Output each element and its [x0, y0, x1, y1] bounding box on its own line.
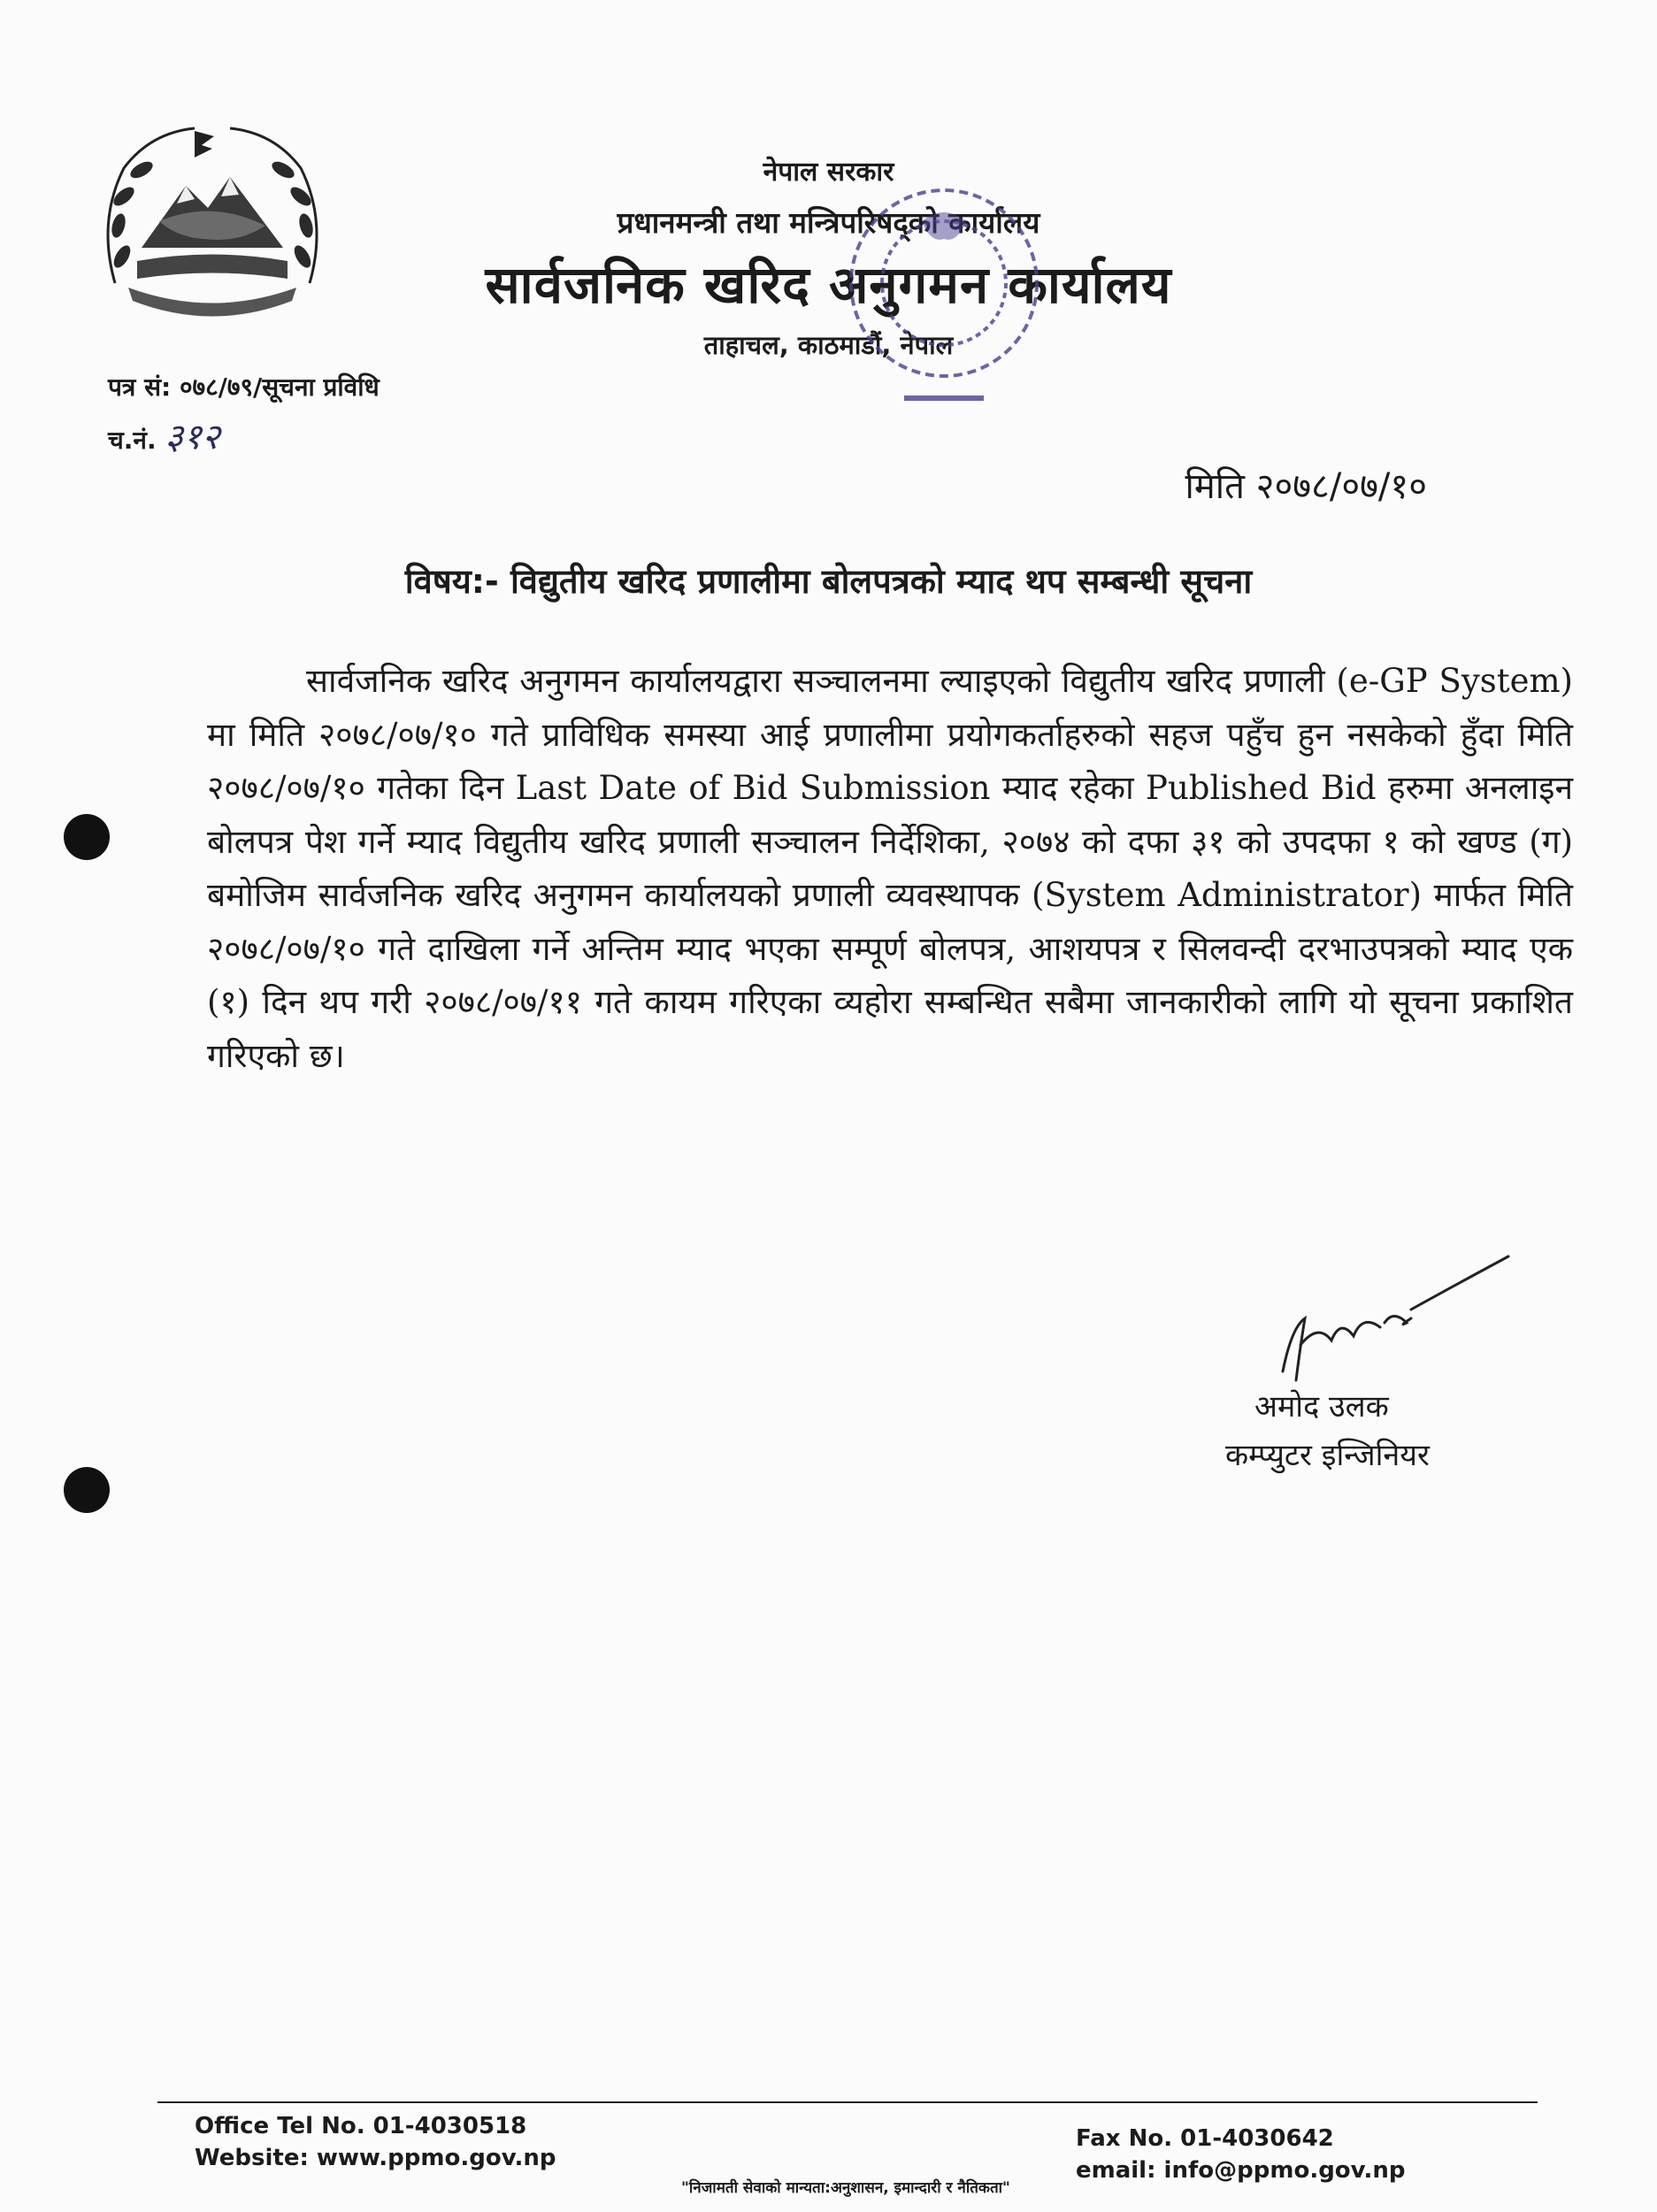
handwritten-signature — [1265, 1239, 1522, 1389]
letter-number: पत्र सं: ०७८/७९/सूचना प्रविधि — [108, 373, 380, 402]
dispatch-number — [108, 411, 220, 459]
office-name: सार्वजनिक खरिद अनुगमन कार्यालय — [485, 255, 1172, 315]
office-seal-icon — [825, 159, 1063, 425]
footer-telephone: Office Tel No. 01-4030518 — [195, 2113, 527, 2139]
notice-body: सार्वजनिक खरिद अनुगमन कार्यालयद्वारा सञ्चालनमा ल्याइएको विद्युतीय खरिद प्रणाली (e-GP System) मा मिति २०७८/०७/१० गते प्राविधिक समस्या आई प्रणालीमा प्रयोगकर्ताहरुको सहज पहुँच हुन नसकेको हुँदा मिति २०७८/०७/१० गतेका दिन Last Date of Bid Submission म्याद रहेका Published Bid हरुमा अनलाइन बोलपत्र पेश गर्ने म्याद विद्युतीय खरिद प्रणाली सञ्चालन निर्देशिका, २०७४ को दफा ३१ को उपदफा १ को खण्ड (ग) बमोजिम सार्वजनिक खरिद अनुगमन कार्यालयको प्रणाली व्यवस्थापक (System Administrator) मार्फत मिति २०७८/०७/१० गते दाखिला गर्ने अन्तिम म्याद भएका सम्पूर्ण बोलपत्र, आशयपत्र र सिलवन्दी दरभाउपत्रको म्याद एक (१) दिन थप गरी २०७८/०७/११ गते कायम गरिएका व्यहोरा सम्बन्धित सबैमा जानकारीको लागि यो सूचना प्रकाशित गरिएको छ। — [207, 662, 1573, 1075]
footer-divider — [157, 2101, 1538, 2103]
office-address: ताहाचल, काठमाडौं, नेपाल — [703, 330, 954, 360]
subject-line: विषय:- विद्युतीय खरिद प्रणालीमा बोलपत्रको म्याद थप सम्बन्धी सूचना — [404, 562, 1253, 601]
footer-email: email: info@ppmo.gov.np — [1076, 2157, 1406, 2184]
signatory-name: अमोद उलक — [1254, 1389, 1389, 1425]
punch-hole — [64, 1467, 110, 1513]
letter-date: मिति २०७८/०७/१० — [1185, 466, 1427, 507]
dispatch-value: ३१२ — [165, 417, 220, 457]
govt-name: नेपाल सरकार — [763, 157, 894, 188]
ministry-name: प्रधानमन्त्री तथा मन्त्रिपरिषद्को कार्यालय — [617, 205, 1040, 240]
footer-fax: Fax No. 01-4030642 — [1076, 2125, 1334, 2152]
footer-website: Website: www.ppmo.gov.np — [195, 2145, 556, 2171]
dispatch-label: च.नं. — [108, 426, 157, 455]
footer-motto: "निजामती सेवाको मान्यता:अनुशासन, इमान्दारी र नैतिकता" — [681, 2179, 1010, 2197]
punch-hole — [64, 814, 110, 860]
signatory-title: कम्प्युटर इन्जिनियर — [1225, 1438, 1430, 1473]
